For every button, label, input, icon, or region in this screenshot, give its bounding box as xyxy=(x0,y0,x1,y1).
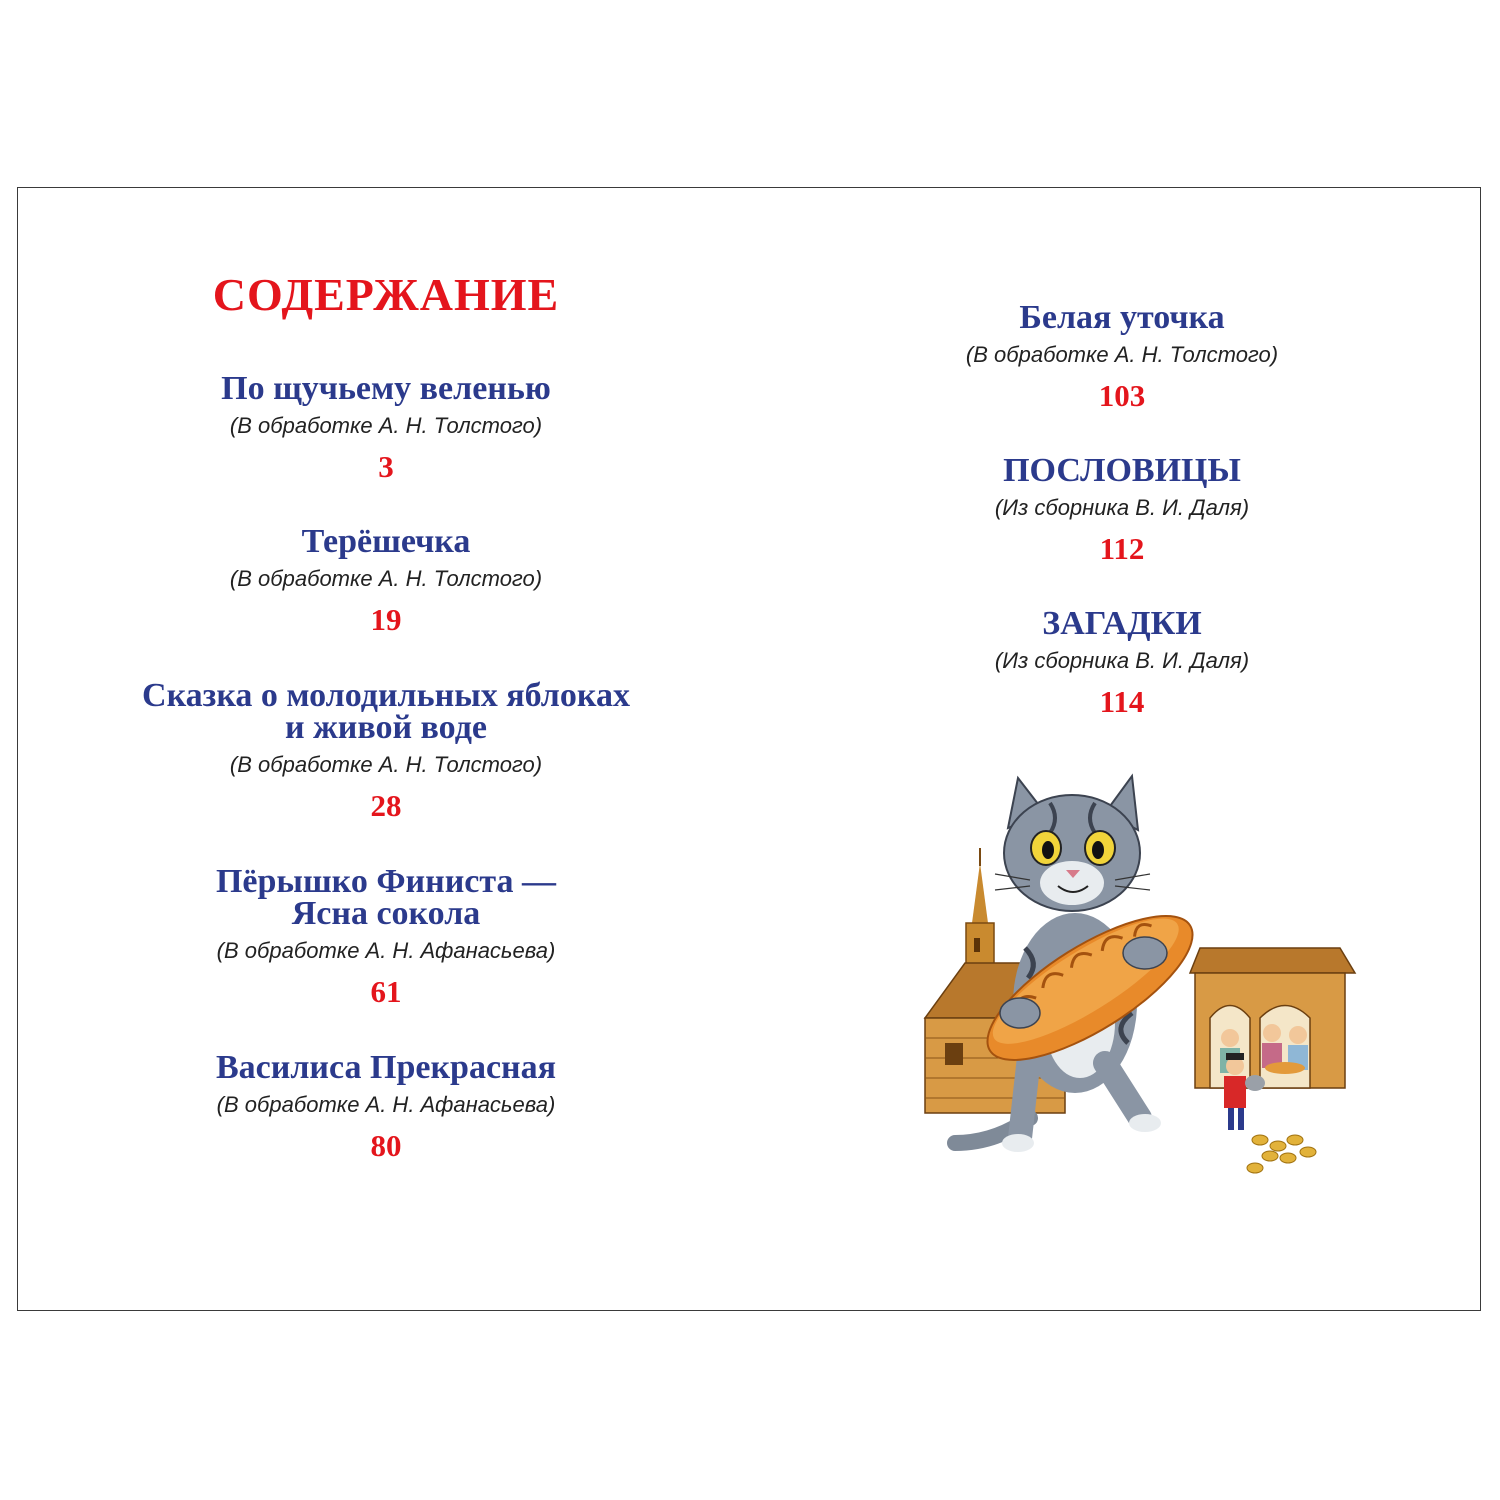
entry-source: (В обработке А. Н. Толстого) xyxy=(229,413,543,438)
toc-entry[interactable] xyxy=(754,605,1490,720)
market-stall xyxy=(1190,948,1355,1088)
toc-entry[interactable] xyxy=(18,1049,754,1164)
entry-source: (Из сборника В. И. Даля) xyxy=(994,495,1250,520)
toc-entry[interactable] xyxy=(754,452,1490,567)
book-spread xyxy=(17,187,1481,1311)
toc-heading: СОДЕРЖАНИЕ xyxy=(212,269,560,320)
entry-title: Василиса Прекрасная xyxy=(215,1049,557,1086)
entry-page-number: 80 xyxy=(370,1128,402,1163)
toc-entry[interactable] xyxy=(18,677,754,824)
entry-title: По щучьему веленью xyxy=(221,370,551,407)
toc-entry[interactable] xyxy=(18,523,754,638)
entry-title: Терёшечка xyxy=(301,523,471,560)
entry-title: Белая уточка xyxy=(1019,299,1225,336)
entry-source: (В обработке А. Н. Толстого) xyxy=(965,342,1279,367)
entry-title: ЗАГАДКИ xyxy=(1042,605,1202,642)
coins xyxy=(1247,1135,1316,1173)
entry-source: (Из сборника В. И. Даля) xyxy=(994,648,1250,673)
entry-page-number: 19 xyxy=(370,602,402,637)
entry-page-number: 3 xyxy=(378,449,394,484)
cat-with-bread-illustration xyxy=(900,748,1360,1188)
entry-page-number: 112 xyxy=(1099,531,1145,566)
entry-title: Пёрышко Финиста — Ясна сокола xyxy=(215,863,557,932)
entry-page-number: 114 xyxy=(1099,684,1145,719)
entry-source: (В обработке А. Н. Толстого) xyxy=(229,566,543,591)
entry-page-number: 28 xyxy=(370,788,402,823)
toc-entry[interactable] xyxy=(18,370,754,485)
toc-entry[interactable] xyxy=(754,299,1490,414)
toc-entry[interactable] xyxy=(18,863,754,1010)
entry-source: (В обработке А. Н. Афанасьева) xyxy=(216,938,556,963)
entry-source: (В обработке А. Н. Афанасьева) xyxy=(216,1092,556,1117)
entry-title: ПОСЛОВИЦЫ xyxy=(1003,452,1241,489)
entry-title: Сказка о молодильных яблоках и живой воде xyxy=(142,677,630,746)
entry-page-number: 103 xyxy=(1098,378,1146,413)
entry-source: (В обработке А. Н. Толстого) xyxy=(229,752,543,777)
entry-page-number: 61 xyxy=(370,974,402,1009)
